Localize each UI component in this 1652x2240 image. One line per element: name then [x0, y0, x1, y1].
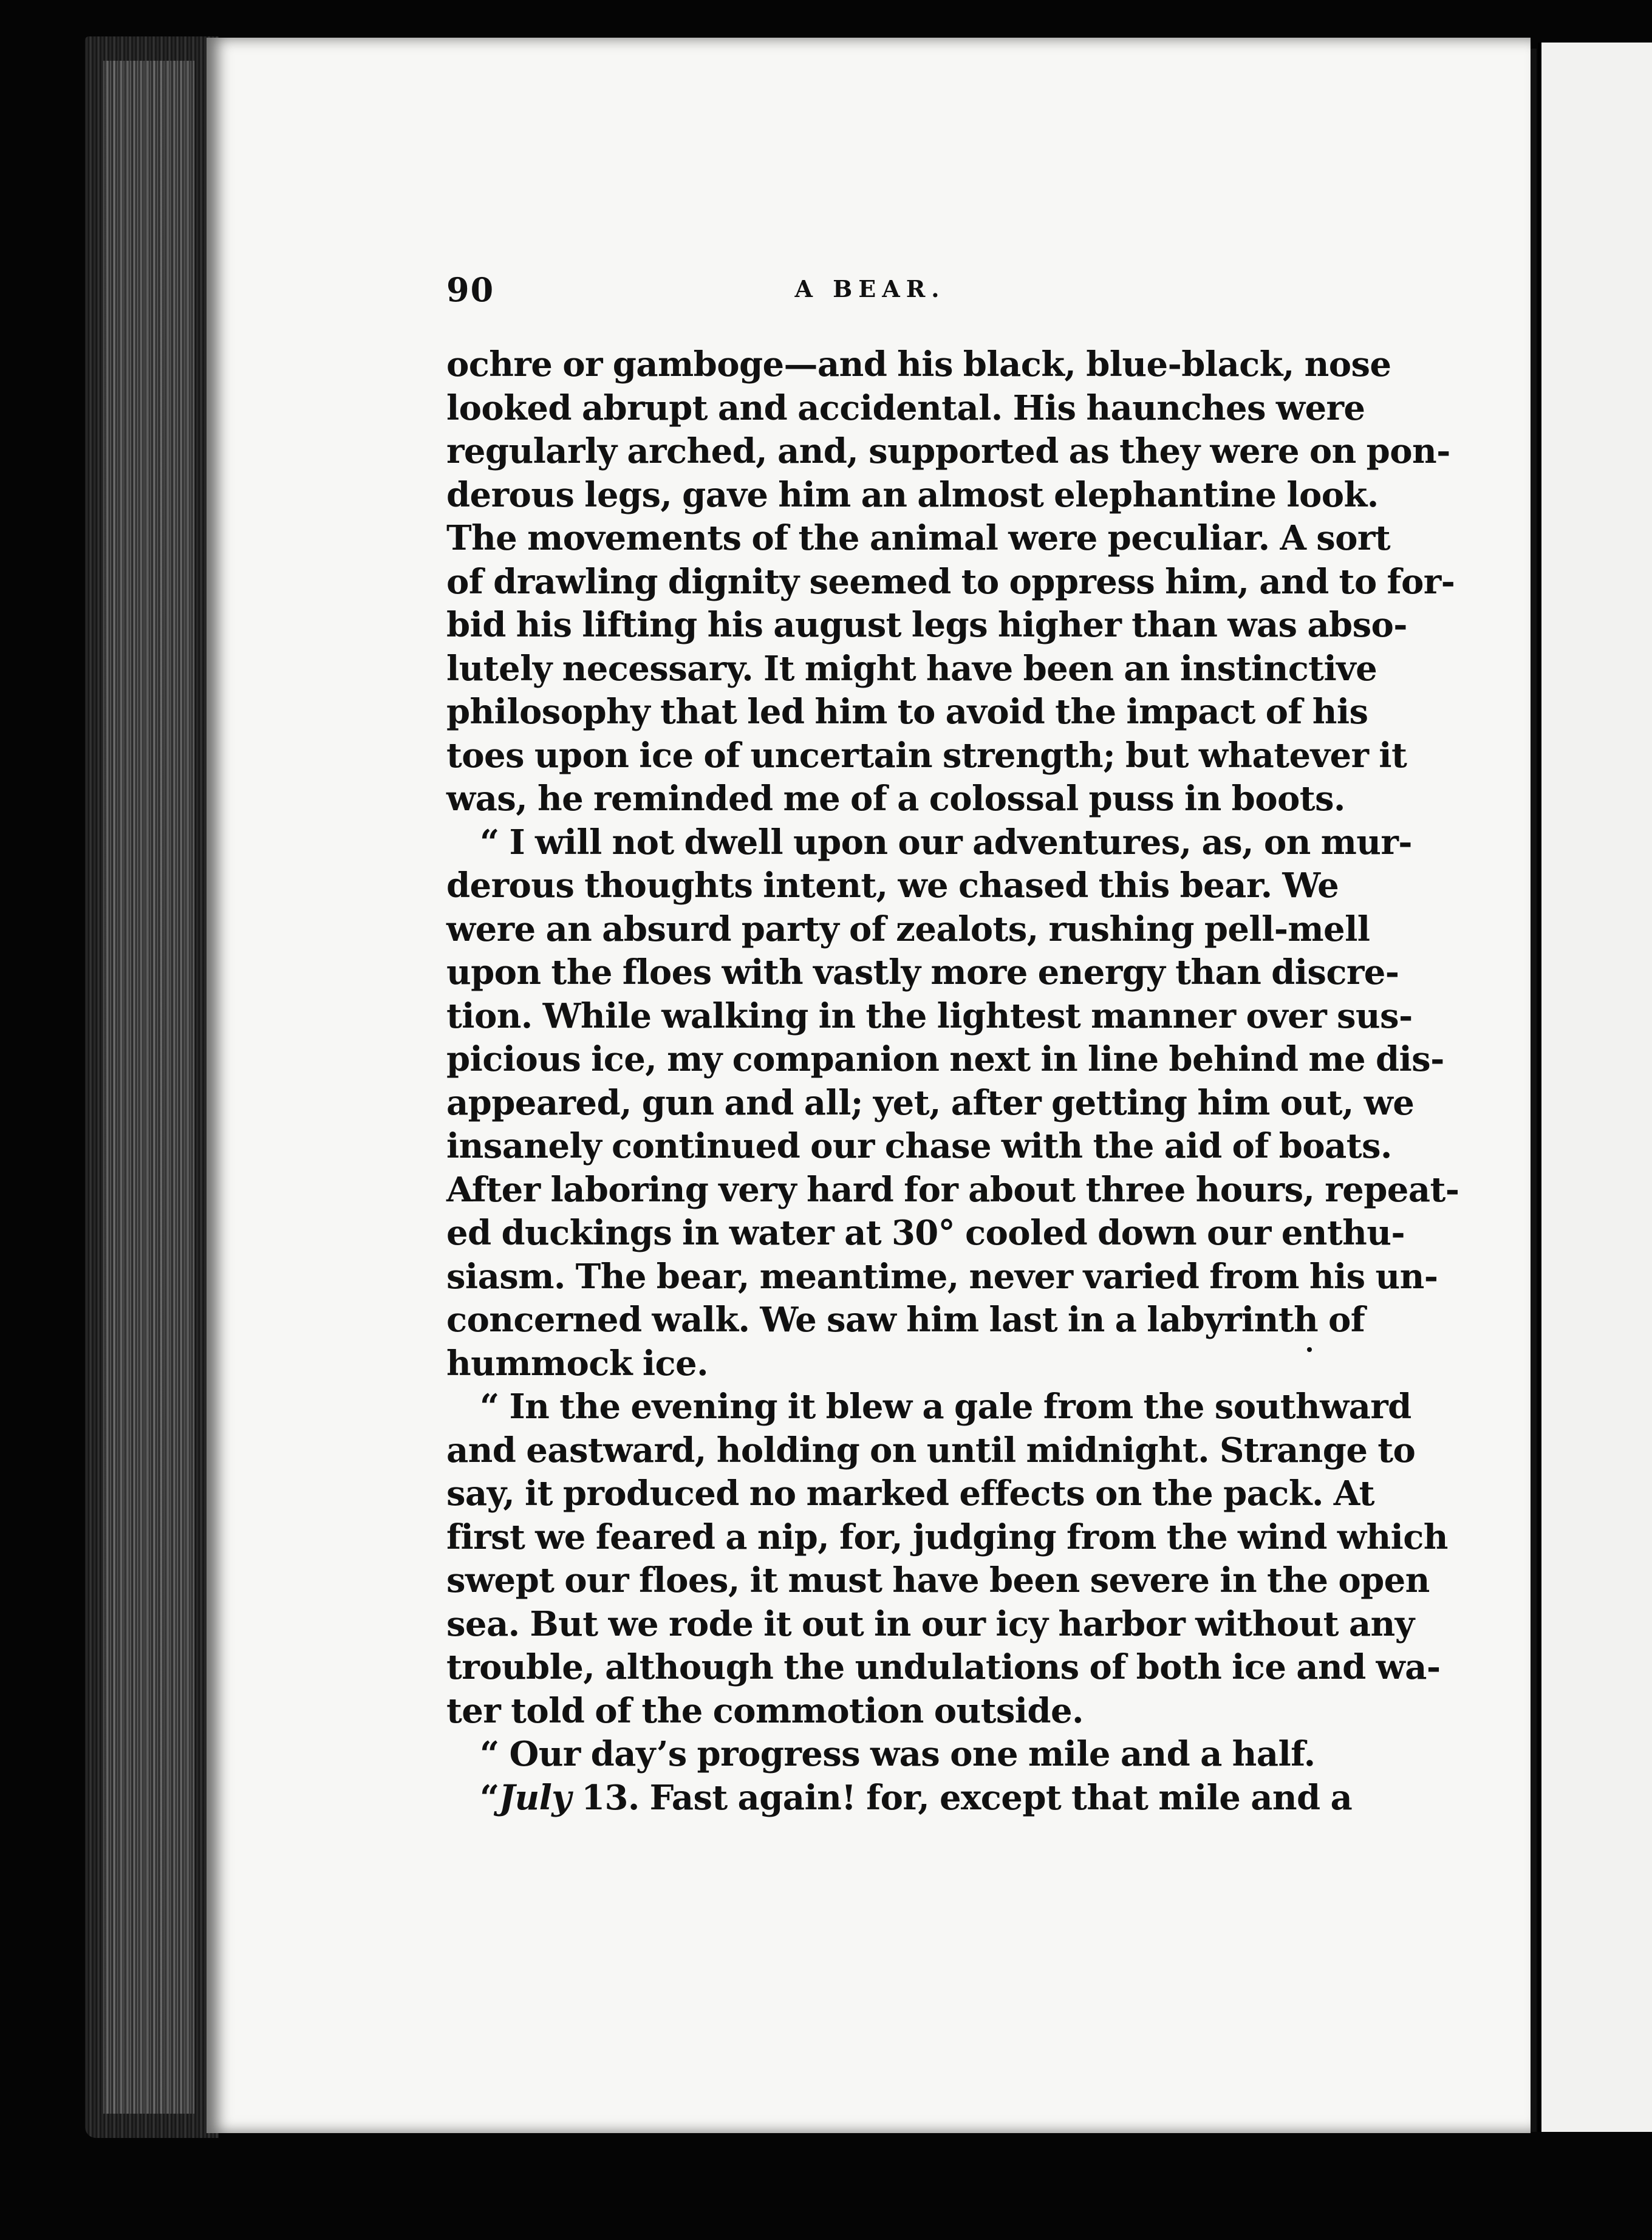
text-line: say, it produced no marked effects on the pack. At — [446, 1473, 1374, 1514]
italic-date: July — [499, 1777, 572, 1818]
page-number: 90 — [446, 270, 495, 309]
text-line: derous thoughts intent, we chased this bear. We — [446, 866, 1339, 906]
running-head — [446, 270, 1294, 313]
text-line: lutely necessary. It might have been an instinctive — [446, 648, 1377, 689]
text-line: hummock ice. — [446, 1343, 708, 1384]
text-line: derous legs, gave him an almost elephantine look. — [446, 474, 1379, 515]
text-line: sea. But we rode it out in our icy harbor without any — [446, 1603, 1415, 1644]
text-line: siasm. The bear, meantime, never varied from his un- — [446, 1256, 1438, 1297]
text-line: tion. While walking in the lightest manner over sus- — [446, 995, 1413, 1036]
text-line: ed duckings in water at 30° cooled down our enthu- — [446, 1213, 1405, 1253]
text-line: swept our floes, it must have been severe in the open — [446, 1560, 1430, 1600]
text-line-final — [446, 1777, 1353, 1820]
text-line: concerned walk. We saw him last in a labyrinth of — [446, 1300, 1365, 1340]
text-line: bid his lifting his august legs higher than was abso- — [446, 605, 1407, 645]
text-line: “ Our day’s progress was one mile and a half. — [480, 1734, 1316, 1774]
text-line: The movements of the animal were peculiar. A sort — [446, 518, 1391, 558]
text-line: ochre or gamboge—and his black, blue-black, nose — [446, 344, 1391, 384]
text-line: upon the floes with vastly more energy than discre- — [446, 952, 1399, 992]
text-line: insanely continued our chase with the aid of boats. — [446, 1126, 1392, 1166]
gutter-shadow — [1531, 49, 1537, 2132]
text-line: first we feared a nip, for, judging from the wind which — [446, 1517, 1448, 1557]
text-line: was, he reminded me of a colossal puss in boots. — [446, 779, 1345, 819]
book-page-edges — [85, 36, 219, 2138]
body-text — [446, 343, 1459, 1820]
text-line: ter told of the commotion outside. — [446, 1690, 1084, 1731]
text-line: and eastward, holding on until midnight. Strange to — [446, 1430, 1416, 1470]
ink-speck — [1307, 1347, 1312, 1352]
text-line: philosophy that led him to avoid the impact of his — [446, 692, 1368, 732]
text-line: appeared, gun and all; yet, after getting him out, we — [446, 1082, 1415, 1123]
text-line: After laboring very hard for about three hours, repeat- — [446, 1169, 1459, 1210]
text-line: were an absurd party of zealots, rushing pell-mell — [446, 909, 1370, 949]
text-line: trouble, although the undulations of both ice and wa- — [446, 1647, 1441, 1687]
open-quote: “ — [480, 1777, 499, 1818]
text-line: regularly arched, and, supported as they were on pon- — [446, 431, 1450, 471]
running-title: A BEAR. — [794, 275, 946, 302]
text-line: toes upon ice of uncertain strength; but whatever it — [446, 735, 1407, 776]
text-line: picious ice, my companion next in line behind me dis- — [446, 1039, 1444, 1079]
final-line-text: 13. Fast again! for, except that mile and a — [571, 1777, 1353, 1818]
text-line: of drawling dignity seemed to oppress him, and to for- — [446, 561, 1455, 602]
text-line: looked abrupt and accidental. His haunches were — [446, 388, 1365, 428]
text-line: “ In the evening it blew a gale from the southward — [480, 1387, 1411, 1427]
adjacent-page — [1538, 43, 1652, 2132]
text-line: “ I will not dwell upon our adventures, as, on mur- — [480, 822, 1412, 862]
